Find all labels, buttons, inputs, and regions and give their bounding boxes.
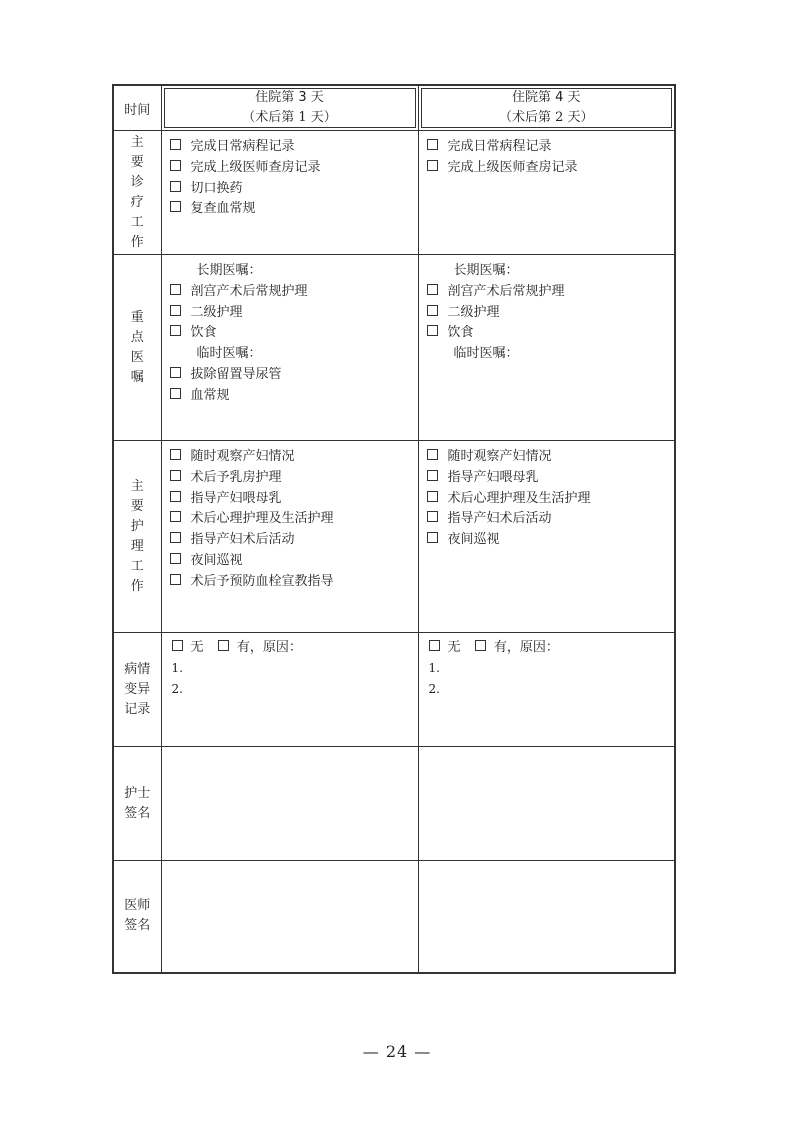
checklist-item[interactable]: 剖宫产术后常规护理 xyxy=(170,282,418,303)
no-variation-checkbox[interactable] xyxy=(429,640,440,651)
checklist-item[interactable]: 完成上级医师查房记录 xyxy=(170,158,418,179)
has-variation-checkbox[interactable] xyxy=(218,640,229,651)
reason-line-1[interactable]: 1. xyxy=(428,661,440,675)
reason-line-2[interactable]: 2. xyxy=(428,682,440,696)
checklist-item[interactable]: 指导产妇喂母乳 xyxy=(170,489,418,510)
diagnosis-day3-cell xyxy=(161,131,418,255)
checkbox[interactable] xyxy=(170,449,181,460)
day3-header xyxy=(161,85,418,131)
checklist-item[interactable]: 完成日常病程记录 xyxy=(427,137,675,158)
checkbox[interactable] xyxy=(170,553,181,564)
checklist-item[interactable]: 指导产妇术后活动 xyxy=(427,509,675,530)
checklist-item[interactable]: 随时观察产妇情况 xyxy=(170,447,418,468)
checklist-item[interactable]: 术后心理护理及生活护理 xyxy=(427,489,675,510)
day4-title: 住院第 4 天 xyxy=(511,90,581,105)
checkbox[interactable] xyxy=(170,532,181,543)
nursing-row xyxy=(113,441,675,633)
doctor-sign-day4-field[interactable] xyxy=(418,861,675,973)
checkbox[interactable] xyxy=(170,367,181,378)
checklist-item[interactable]: 指导产妇术后活动 xyxy=(170,530,418,551)
checklist-item[interactable]: 饮食 xyxy=(170,323,418,344)
header-row xyxy=(113,85,675,131)
checklist-item[interactable]: 术后予乳房护理 xyxy=(170,468,418,489)
checklist-item[interactable]: 切口换药 xyxy=(170,179,418,200)
checklist-item[interactable]: 随时观察产妇情况 xyxy=(427,447,675,468)
nurse-sign-day3-field[interactable] xyxy=(161,747,418,861)
checkbox[interactable] xyxy=(170,139,181,150)
checklist-item[interactable]: 拔除留置导尿管 xyxy=(170,365,418,386)
nurse-sign-day4-field[interactable] xyxy=(418,747,675,861)
orders-row xyxy=(113,255,675,441)
checklist-item[interactable]: 夜间巡视 xyxy=(170,551,418,572)
checkbox[interactable] xyxy=(427,305,438,316)
checklist-item[interactable]: 术后予预防血栓宣教指导 xyxy=(170,572,418,593)
checklist-item[interactable]: 复查血常规 xyxy=(170,199,418,220)
checklist-item[interactable]: 血常规 xyxy=(170,386,418,407)
variation-day4-cell xyxy=(418,633,675,747)
diagnosis-label: 主 要 诊 疗 工 作 xyxy=(113,131,161,255)
checkbox[interactable] xyxy=(427,532,438,543)
nurse-sign-row xyxy=(113,747,675,861)
doctor-sign-label: 医师 签名 xyxy=(113,861,161,973)
checkbox[interactable] xyxy=(427,449,438,460)
no-variation-checkbox[interactable] xyxy=(172,640,183,651)
checkbox[interactable] xyxy=(170,325,181,336)
orders-day3-cell xyxy=(161,255,418,441)
day3-title: 住院第 3 天 xyxy=(255,90,324,105)
nurse-sign-label: 护士 签名 xyxy=(113,747,161,861)
long-term-orders-label: 长期医嘱： xyxy=(453,263,519,278)
doctor-sign-day3-field[interactable] xyxy=(161,861,418,973)
checkbox[interactable] xyxy=(170,201,181,212)
checkbox[interactable] xyxy=(427,325,438,336)
checkbox[interactable] xyxy=(427,160,438,171)
checklist-item[interactable]: 夜间巡视 xyxy=(427,530,675,551)
checkbox[interactable] xyxy=(170,491,181,502)
checklist-item[interactable]: 指导产妇喂母乳 xyxy=(427,468,675,489)
temporary-orders-label: 临时医嘱： xyxy=(196,346,262,362)
variation-day3-cell xyxy=(161,633,418,747)
checkbox[interactable] xyxy=(170,470,181,481)
checklist-item[interactable]: 二级护理 xyxy=(170,303,418,324)
checkbox[interactable] xyxy=(170,305,181,316)
checkbox[interactable] xyxy=(170,511,181,522)
nursing-day4-cell xyxy=(418,441,675,633)
diagnosis-row xyxy=(113,131,675,255)
time-header: 时间 xyxy=(113,85,161,131)
has-variation-label: 有，原因： xyxy=(493,640,559,655)
temporary-orders-label: 临时医嘱： xyxy=(453,346,519,362)
has-variation-label: 有，原因： xyxy=(236,640,302,655)
no-variation-label: 无 xyxy=(190,640,204,655)
checkbox[interactable] xyxy=(170,574,181,585)
checklist-item[interactable]: 完成日常病程记录 xyxy=(170,137,418,158)
doctor-sign-row xyxy=(113,861,675,973)
orders-label: 重 点 医 嘱 xyxy=(113,255,161,441)
nursing-label: 主 要 护 理 工 作 xyxy=(113,441,161,633)
day3-subtitle: （术后第 1 天） xyxy=(242,110,337,125)
reason-line-1[interactable]: 1. xyxy=(171,661,183,675)
day4-subtitle: （术后第 2 天） xyxy=(498,110,594,125)
checkbox[interactable] xyxy=(427,284,438,295)
variation-row xyxy=(113,633,675,747)
reason-line-2[interactable]: 2. xyxy=(171,682,183,696)
day4-header xyxy=(418,85,675,131)
checkbox[interactable] xyxy=(170,388,181,399)
checkbox[interactable] xyxy=(427,491,438,502)
checklist-item[interactable]: 剖宫产术后常规护理 xyxy=(427,282,675,303)
checkbox[interactable] xyxy=(170,181,181,192)
diagnosis-day4-cell xyxy=(418,131,675,255)
page-number: — 24 — xyxy=(362,1042,432,1061)
clinical-pathway-table xyxy=(112,84,676,974)
no-variation-label: 无 xyxy=(447,640,461,655)
checklist-item[interactable]: 完成上级医师查房记录 xyxy=(427,158,675,179)
checkbox[interactable] xyxy=(170,160,181,171)
long-term-orders-label: 长期医嘱： xyxy=(196,263,262,278)
variation-label: 病情 变异 记录 xyxy=(113,633,161,747)
checkbox[interactable] xyxy=(427,470,438,481)
checklist-item[interactable]: 术后心理护理及生活护理 xyxy=(170,509,418,530)
has-variation-checkbox[interactable] xyxy=(475,640,486,651)
nursing-day3-cell xyxy=(161,441,418,633)
checkbox[interactable] xyxy=(427,139,438,150)
checkbox[interactable] xyxy=(170,284,181,295)
orders-day4-cell xyxy=(418,255,675,441)
checkbox[interactable] xyxy=(427,511,438,522)
checklist-item[interactable]: 二级护理 xyxy=(427,303,675,324)
checklist-item[interactable]: 饮食 xyxy=(427,323,675,344)
